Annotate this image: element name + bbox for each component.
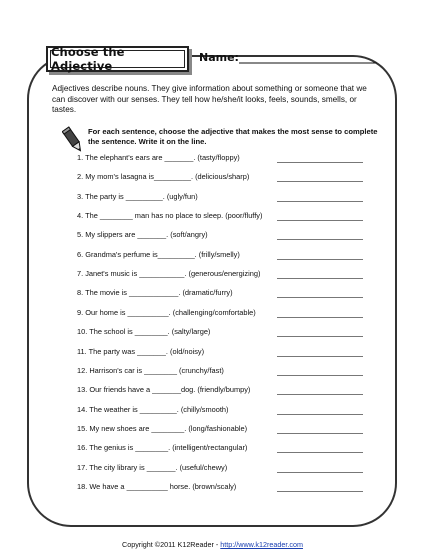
copyright-text: Copyright ©2011 K12Reader -	[122, 540, 221, 549]
question-15: 15. My new shoes are ________. (long/fashionable)	[77, 423, 248, 433]
answer-line-3[interactable]	[277, 201, 363, 202]
answer-line-5[interactable]	[277, 239, 363, 240]
question-2: 2. My mom's lasagna is_________. (delicious/sharp)	[77, 172, 250, 182]
answer-line-11[interactable]	[277, 356, 363, 357]
question-14: 14. The weather is _________. (chilly/smooth)	[77, 404, 229, 414]
question-3: 3. The party is _________. (ugly/fun)	[77, 191, 198, 201]
answer-line-16[interactable]	[277, 452, 363, 453]
question-17: 17. The city library is _______. (useful/chewy)	[77, 462, 228, 472]
answer-line-2[interactable]	[277, 181, 363, 182]
answer-line-4[interactable]	[277, 220, 363, 221]
question-18: 18. We have a __________ horse. (brown/scaly)	[77, 481, 237, 491]
question-12: 12. Harrison's car is ________ (crunchy/fast)	[77, 365, 224, 375]
worksheet-title: Choose the Adjective	[50, 50, 185, 68]
answer-line-18[interactable]	[277, 491, 363, 492]
name-field-label: Name:_________________________	[199, 51, 377, 64]
answer-line-8[interactable]	[277, 297, 363, 298]
question-11: 11. The party was _______. (old/noisy)	[77, 346, 205, 356]
question-16: 16. The genius is ________. (intelligent/rectangular)	[77, 443, 248, 453]
answer-line-14[interactable]	[277, 414, 363, 415]
question-9: 9. Our home is __________. (challenging/comfortable)	[77, 307, 256, 317]
question-6: 6. Grandma's perfume is_________. (frilly/smelly)	[77, 249, 240, 259]
k12reader-link[interactable]: http://www.k12reader.com	[220, 540, 303, 549]
pencil-icon	[62, 125, 84, 155]
question-1: 1. The elephant's ears are _______. (tasty/floppy)	[77, 153, 240, 162]
answer-line-9[interactable]	[277, 317, 363, 318]
question-10: 10. The school is ________. (salty/large)	[77, 327, 211, 337]
title-box	[46, 46, 189, 72]
intro-paragraph: Adjectives describe nouns. They give information about something or someone that we can discover with our senses. They tell how he/she/it looks, feels, sounds, smells, or tastes.	[52, 84, 367, 115]
answer-line-7[interactable]	[277, 278, 363, 279]
question-4: 4. The ________ man has no place to sleep. (poor/fluffy)	[77, 211, 263, 221]
footer	[0, 540, 425, 549]
instructions: For each sentence, choose the adjective that makes the most sense to complete the sentence. Write it on the line.	[88, 127, 378, 146]
question-7: 7. Janet's music is ___________. (generous/energizing)	[77, 269, 261, 279]
answer-line-13[interactable]	[277, 394, 363, 395]
answer-line-1[interactable]	[277, 162, 363, 163]
answer-line-17[interactable]	[277, 472, 363, 473]
question-13: 13. Our friends have a _______dog. (friendly/bumpy)	[77, 385, 251, 395]
question-8: 8. The movie is ____________. (dramatic/furry)	[77, 288, 233, 298]
question-5: 5. My slippers are _______. (soft/angry)	[77, 230, 208, 240]
answer-line-10[interactable]	[277, 336, 363, 337]
answer-line-6[interactable]	[277, 259, 363, 260]
answer-line-12[interactable]	[277, 375, 363, 376]
answer-line-15[interactable]	[277, 433, 363, 434]
